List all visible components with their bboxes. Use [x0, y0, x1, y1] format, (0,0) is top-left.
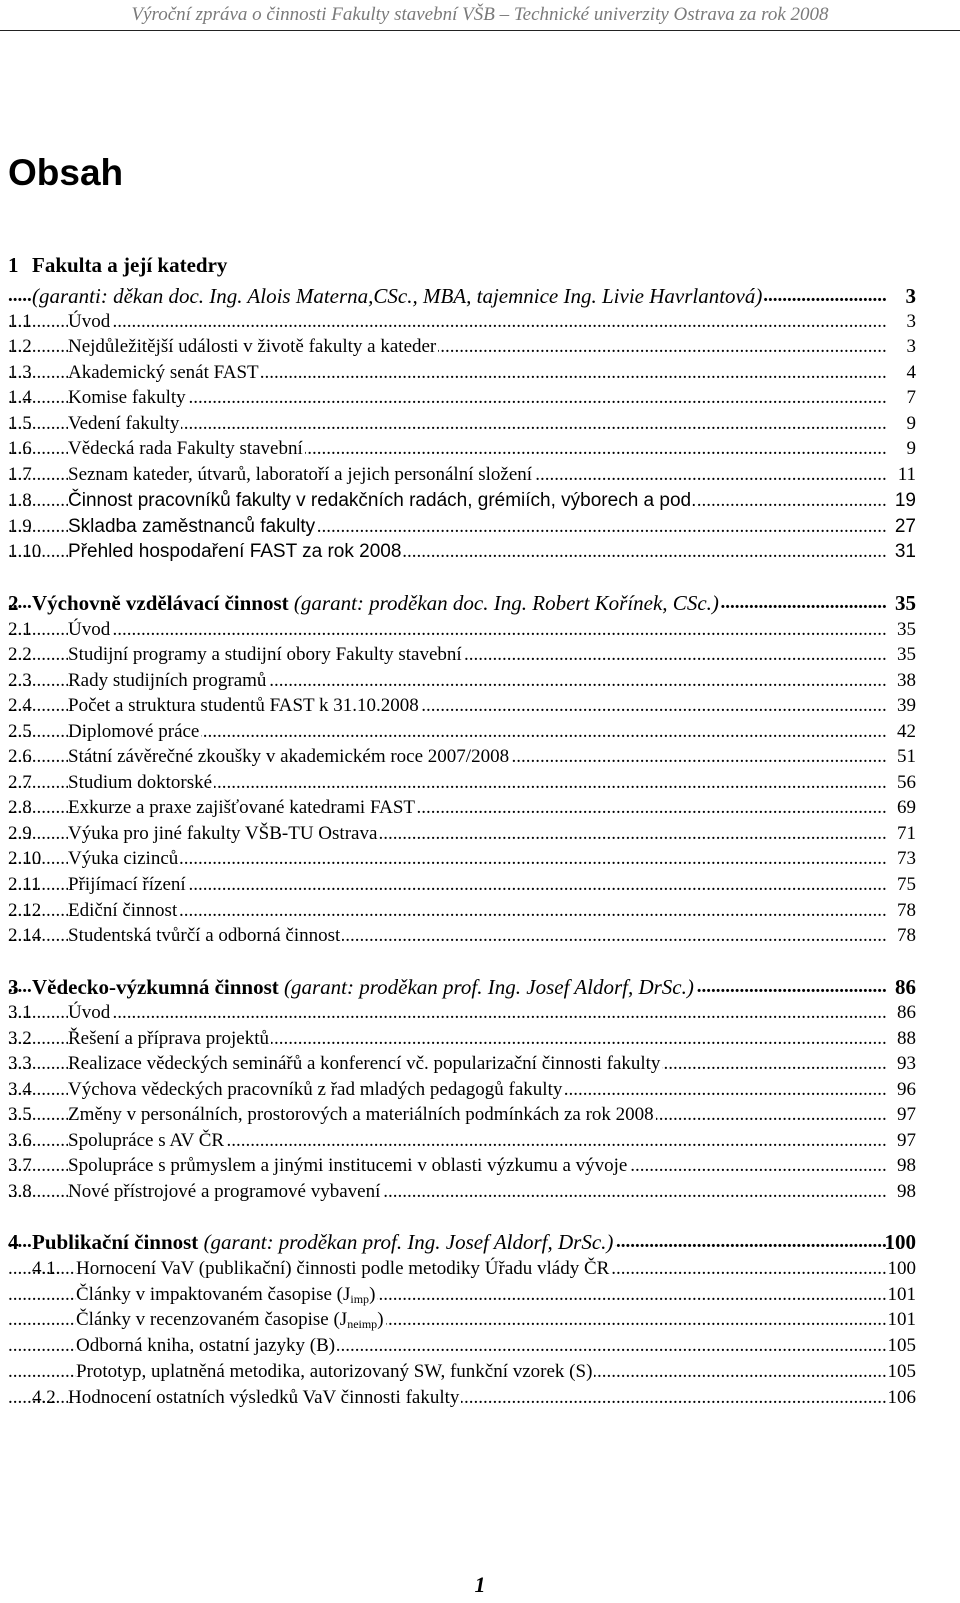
- entry-page: 105: [887, 1335, 916, 1356]
- entry-title: Řešení a příprava projektů: [68, 1026, 271, 1052]
- entry-number: 3.5: [8, 1104, 32, 1125]
- toc-entry[interactable]: [8, 1385, 944, 1411]
- entry-number: 3.1: [8, 1002, 32, 1023]
- toc-entry[interactable]: [8, 1000, 944, 1026]
- entry-title: Výchova vědeckých pracovníků z řad mladých pedagogů fakulty: [68, 1077, 564, 1103]
- entry-number: 3.2: [8, 1028, 32, 1049]
- entry-page: 78: [897, 900, 916, 921]
- entry-title: Diplomové práce: [68, 719, 201, 745]
- toc-entry[interactable]: [8, 1179, 944, 1205]
- entry-subscript: imp: [350, 1292, 370, 1306]
- entry-number: 2.14: [8, 925, 42, 946]
- toc-entry[interactable]: [8, 1333, 944, 1359]
- entry-page: 3: [906, 336, 916, 357]
- entry-number: 1.9: [8, 516, 32, 537]
- entry-title-tail: ): [369, 1284, 376, 1305]
- toc-entry[interactable]: [8, 642, 944, 668]
- chapter-title: Fakulta a její katedry: [32, 253, 228, 277]
- entry-title: Realizace vědeckých seminářů a konferencí vč. popularizační činnosti fakulty: [68, 1051, 662, 1077]
- toc-entry[interactable]: [8, 1026, 944, 1052]
- entry-page: 93: [897, 1053, 916, 1074]
- chapter-page: 35: [895, 591, 916, 615]
- entry-title: Spolupráce s průmyslem a jinými institucemi v oblasti výzkumu a vývoje: [68, 1153, 629, 1179]
- entry-title: Výuka pro jiné fakulty VŠB-TU Ostrava: [68, 821, 379, 847]
- entry-number: 1.5: [8, 413, 32, 434]
- entry-number: 2.4: [8, 695, 32, 716]
- entry-title: Nové přístrojové a programové vybavení: [68, 1179, 382, 1205]
- entry-number: 4.1.: [32, 1258, 61, 1279]
- entry-page: 27: [894, 516, 916, 537]
- entry-page: 11: [897, 464, 916, 485]
- entry-page: 9: [906, 438, 916, 459]
- toc-entry[interactable]: [8, 1128, 944, 1154]
- entry-page: 35: [897, 619, 916, 640]
- entry-number: 2.12: [8, 900, 42, 921]
- entry-number: 1.6: [8, 438, 32, 459]
- toc-entry[interactable]: [8, 617, 944, 643]
- entry-page: 9: [906, 413, 916, 434]
- toc-entry[interactable]: [8, 744, 944, 770]
- entry-title: Akademický senát FAST: [68, 360, 261, 386]
- leader-dots: [8, 309, 886, 335]
- entry-page: 101: [887, 1309, 916, 1330]
- entry-number: 3.6: [8, 1130, 32, 1151]
- toc-entry[interactable]: [8, 309, 944, 335]
- entry-page: 75: [897, 874, 916, 895]
- toc-entry[interactable]: [8, 411, 944, 437]
- entry-page: 86: [897, 1002, 916, 1023]
- entry-title-tail: ): [377, 1309, 384, 1330]
- chapter-page: 86: [895, 975, 916, 999]
- entry-page: 88: [897, 1028, 916, 1049]
- entry-title: Skladba zaměstnanců fakulty: [68, 514, 317, 540]
- entry-number: 2.7: [8, 772, 32, 793]
- entry-page: 4: [906, 362, 916, 383]
- entry-title: Státní závěrečné zkoušky v akademickém roce 2007/2008: [68, 744, 511, 770]
- entry-page: 96: [897, 1079, 916, 1100]
- entry-title: Vědecká rada Fakulty stavební: [68, 436, 305, 462]
- running-header: Výroční zpráva o činnosti Fakulty stavební VŠB – Technické univerzity Ostrava za rok 2008: [131, 4, 829, 25]
- entry-page: 38: [897, 670, 916, 691]
- chapter-1-garant[interactable]: [8, 283, 944, 309]
- entry-title: Komise fakulty: [68, 385, 188, 411]
- chapter-3-heading[interactable]: [8, 974, 944, 1000]
- chapter-2-heading[interactable]: [8, 590, 944, 616]
- entry-page: 97: [897, 1104, 916, 1125]
- entry-number: 1.4: [8, 387, 32, 408]
- entry-title: Exkurze a praxe zajišťované katedrami FAST: [68, 795, 417, 821]
- toc-entry[interactable]: [8, 462, 944, 488]
- entry-number: 2.8: [8, 797, 32, 818]
- chapter-garant: (garant: proděkan prof. Ing. Josef Aldorf, DrSc.): [203, 1230, 614, 1254]
- entry-title: Vedení fakulty: [68, 411, 181, 437]
- entry-title: Přijímací řízení: [68, 872, 188, 898]
- page-number: 1: [474, 1572, 486, 1597]
- entry-title: Přehled hospodaření FAST za rok 2008: [68, 539, 403, 565]
- entry-title: Ediční činnost: [68, 898, 179, 924]
- entry-page: 56: [897, 772, 916, 793]
- entry-page: 7: [906, 387, 916, 408]
- leader-dots: [8, 1000, 886, 1026]
- entry-page: 105: [887, 1361, 916, 1382]
- chapter-garant: (garanti: děkan doc. Ing. Alois Materna,CSc., MBA, tajemnice Ing. Livie Havrlantová): [32, 284, 763, 308]
- chapter-title: Výchovně vzdělávací činnost: [32, 591, 289, 615]
- chapter-title: Vědecko-výzkumná činnost: [32, 975, 279, 999]
- toc-entry[interactable]: [8, 1102, 944, 1128]
- entry-page: 101: [887, 1284, 916, 1305]
- entry-title: Nejdůležitější události v životě fakulty a kateder: [68, 334, 438, 360]
- entry-title: Činnost pracovníků fakulty v redakčních radách, grémiích, výborech a pod.: [68, 488, 698, 514]
- chapter-number: 1: [8, 253, 19, 277]
- toc-title: Obsah: [8, 152, 124, 193]
- chapter-4-heading[interactable]: [8, 1229, 944, 1255]
- entry-number: 3.4: [8, 1079, 32, 1100]
- entry-page: 78: [897, 925, 916, 946]
- toc-entry[interactable]: [8, 795, 944, 821]
- entry-page: 98: [897, 1181, 916, 1202]
- chapter-title-group: [32, 590, 721, 616]
- entry-number: 3.7: [8, 1155, 32, 1176]
- entry-page: 35: [897, 644, 916, 665]
- entry-number: 1.1: [8, 311, 32, 332]
- chapter-garant: (garant: proděkan prof. Ing. Josef Aldorf, DrSc.): [284, 975, 694, 999]
- toc-entry[interactable]: [8, 846, 944, 872]
- entry-page: 71: [897, 823, 916, 844]
- entry-page: 19: [894, 490, 916, 511]
- entry-number: 1.8: [8, 490, 32, 511]
- entry-number: 2.3: [8, 670, 32, 691]
- chapter-garant: (garant: proděkan doc. Ing. Robert Kořínek, CSc.): [293, 591, 719, 615]
- toc-entry[interactable]: [8, 1307, 944, 1333]
- toc-entry[interactable]: [8, 334, 944, 360]
- chapter-page: 3: [905, 284, 916, 308]
- toc-entry[interactable]: [8, 923, 944, 949]
- entry-page: 39: [897, 695, 916, 716]
- toc-entry[interactable]: [8, 385, 944, 411]
- entry-number: 3.3: [8, 1053, 32, 1074]
- entry-number: 1.10: [8, 541, 42, 562]
- entry-number: 2.6: [8, 746, 32, 767]
- leader-dots: [8, 617, 886, 643]
- toc-entry[interactable]: [8, 898, 944, 924]
- chapter-number: 2: [8, 591, 19, 615]
- chapter-title-group: [32, 974, 696, 1000]
- toc-entry[interactable]: [8, 539, 944, 565]
- toc-entry[interactable]: [8, 514, 944, 540]
- entry-number: 2.5: [8, 721, 32, 742]
- entry-title: Spolupráce s AV ČR: [68, 1128, 226, 1154]
- entry-title: Studentská tvůrčí a odborná činnost: [68, 923, 342, 949]
- entry-page: 98: [897, 1155, 916, 1176]
- toc-entry[interactable]: [8, 693, 944, 719]
- entry-number: 1.3: [8, 362, 32, 383]
- chapter-1-heading[interactable]: [8, 252, 944, 278]
- toc-entry[interactable]: [8, 1282, 944, 1308]
- entry-number: 4.2: [32, 1387, 56, 1408]
- entry-subscript: neimp: [347, 1317, 378, 1331]
- entry-page: 42: [897, 721, 916, 742]
- entry-title: Změny v personálních, prostorových a materiálních podmínkách za rok 2008: [68, 1102, 656, 1128]
- toc-entry[interactable]: [8, 488, 944, 514]
- entry-page: 31: [894, 541, 916, 562]
- chapter-title: Publikační činnost: [32, 1230, 199, 1254]
- entry-title: Články v impaktovaném časopise (J: [76, 1284, 351, 1305]
- entry-title: Úvod: [68, 309, 112, 335]
- toc-entry[interactable]: [8, 1051, 944, 1077]
- chapter-page: 100: [884, 1230, 916, 1254]
- entry-page: 106: [887, 1387, 916, 1408]
- entry-page: 3: [906, 311, 916, 332]
- chapter-title-group: [32, 1229, 615, 1255]
- entry-number: 1.7: [8, 464, 32, 485]
- entry-number: 2.9: [8, 823, 32, 844]
- toc-entry[interactable]: [8, 770, 944, 796]
- entry-title: Studijní programy a studijní obory Fakulty stavební: [68, 642, 464, 668]
- entry-page: 100: [887, 1258, 916, 1279]
- entry-title: Počet a struktura studentů FAST k 31.10.2008: [68, 693, 421, 719]
- toc-entry[interactable]: [8, 1256, 944, 1282]
- toc-entry[interactable]: [8, 1153, 944, 1179]
- chapter-number: 3: [8, 975, 19, 999]
- entry-number: 2.1: [8, 619, 32, 640]
- entry-title: Prototyp, uplatněná metodika, autorizovaný SW, funkční vzorek (S): [76, 1359, 594, 1385]
- header-rule: [0, 30, 960, 31]
- toc-entry[interactable]: [8, 1077, 944, 1103]
- entry-number: 2.11: [8, 874, 41, 895]
- entry-title: Úvod: [68, 1000, 112, 1026]
- entry-title: Články v recenzovaném časopise (J: [76, 1309, 348, 1330]
- toc-entry[interactable]: [8, 436, 944, 462]
- entry-page: 51: [897, 746, 916, 767]
- entry-number: 2.2: [8, 644, 32, 665]
- entry-number: 2.10: [8, 848, 42, 869]
- entry-title: Úvod: [68, 617, 112, 643]
- entry-title: Studium doktorské: [68, 770, 214, 796]
- toc-entry[interactable]: [8, 360, 944, 386]
- entry-page: 69: [897, 797, 916, 818]
- entry-title: Odborná kniha, ostatní jazyky (B): [76, 1333, 337, 1359]
- entry-title: Hornocení VaV (publikační) činnosti podle metodiky Úřadu vlády ČR: [76, 1256, 611, 1282]
- entry-title: Seznam kateder, útvarů, laboratoří a jejich personální složení: [68, 462, 534, 488]
- toc-entry[interactable]: [8, 821, 944, 847]
- entry-page: 97: [897, 1130, 916, 1151]
- chapter-number: 4: [8, 1230, 19, 1254]
- entry-title: Výuka cizinců: [68, 846, 180, 872]
- entry-page: 73: [897, 848, 916, 869]
- toc-entry[interactable]: [8, 1359, 944, 1385]
- entry-number: 3.8: [8, 1181, 32, 1202]
- toc-entry[interactable]: [8, 719, 944, 745]
- toc-entry[interactable]: [8, 872, 944, 898]
- entry-number: 1.2: [8, 336, 32, 357]
- entry-title: Hodnocení ostatních výsledků VaV činnosti fakulty: [68, 1385, 461, 1411]
- entry-title: Rady studijních programů: [68, 668, 268, 694]
- toc-entry[interactable]: [8, 668, 944, 694]
